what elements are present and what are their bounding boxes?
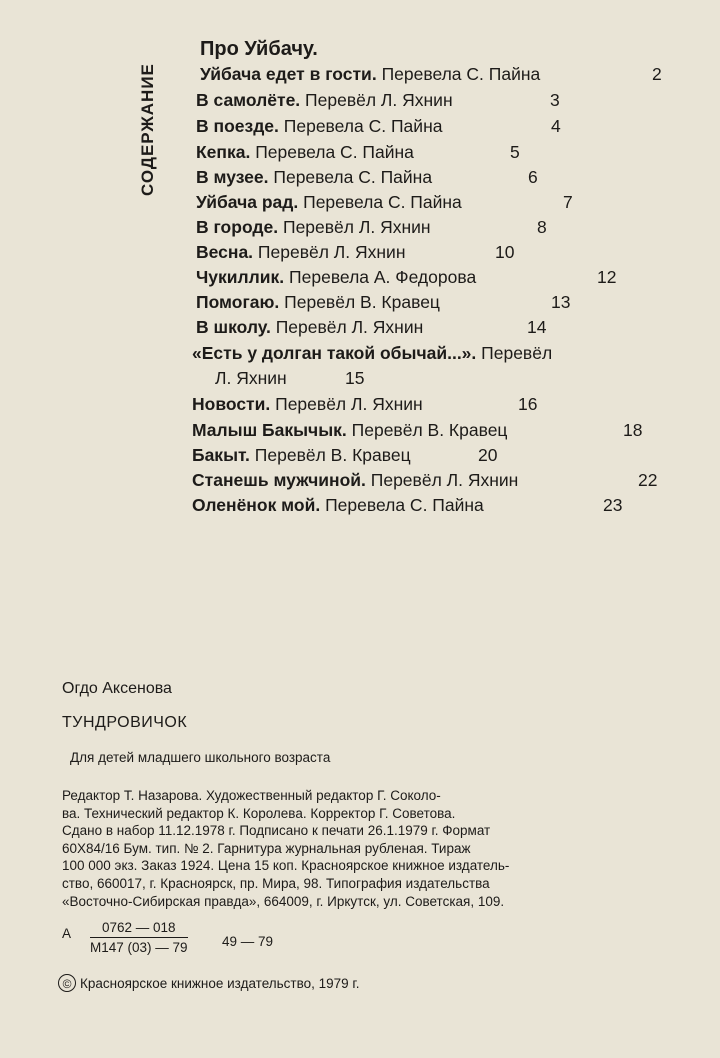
toc-entry-title: Уйбача рад. — [196, 192, 299, 212]
toc-entry-translator: Перевёл Л. Яхнин — [275, 317, 424, 337]
toc-entry-title: Оленёнок мой. — [192, 495, 321, 515]
credit-line: Сдано в набор 11.12.1978 г. Подписано к печати 26.1.1979 г. Формат — [62, 823, 491, 839]
toc-entry-title: Новости. — [192, 394, 271, 414]
toc-entry — [192, 343, 552, 363]
toc-entry — [196, 217, 431, 237]
toc-entry-translator: Перевела А. Федорова — [289, 267, 477, 287]
catalog-code-suffix: 49 — 79 — [222, 934, 274, 949]
toc-page-number: 13 — [551, 292, 571, 312]
toc-page-number: 15 — [345, 368, 365, 388]
toc-entry — [196, 142, 414, 162]
toc-entry — [192, 495, 484, 515]
toc-entry-translator: Перевёл Л. Яхнин — [275, 394, 423, 414]
credit-line: 100 000 экз. Заказ 1924. Цена 15 коп. Красноярское книжное издатель- — [62, 858, 510, 874]
toc-entry-translator: Перевёл В. Кравец — [254, 445, 411, 465]
toc-page-number: 3 — [550, 90, 560, 110]
toc-entry-title: «Есть у долган такой обычай...». — [192, 343, 477, 363]
toc-heading: Про Уйбачу. — [200, 38, 318, 60]
toc-entry-title: В поезде. — [196, 116, 279, 136]
copyright-icon: © — [58, 974, 76, 992]
catalog-code-denominator: М147 (03) — 79 — [90, 937, 188, 955]
toc-entry-translator: Перевела С. Пайна — [273, 167, 433, 187]
toc-page-number: 5 — [510, 142, 520, 162]
book-title: ТУНДРОВИЧОК — [62, 714, 188, 731]
section-title-vertical: СОДЕРЖАНИЕ — [138, 63, 157, 196]
toc-page-number: 2 — [652, 64, 662, 84]
toc-page-number: 20 — [478, 445, 498, 465]
toc-entry — [196, 90, 453, 110]
toc-entry — [192, 445, 411, 465]
toc-entry-translator: Перевела С. Пайна — [303, 192, 462, 212]
credit-line: «Восточно-Сибирская правда», 664009, г. Иркутск, ул. Советская, 109. — [62, 893, 505, 909]
toc-page-number: 14 — [527, 317, 547, 337]
toc-entry-translator: Перевела С. Пайна — [325, 495, 484, 515]
toc-entry-title: Чукиллик. — [196, 267, 285, 287]
toc-entry-translator: Перевёл В. Кравец — [284, 292, 440, 312]
toc-entry — [200, 64, 540, 84]
toc-entry-translator: Перевела С. Пайна — [255, 142, 414, 162]
toc-entry — [196, 192, 462, 212]
catalog-code-letter: А — [62, 926, 72, 941]
toc-entry — [196, 116, 442, 136]
toc-entry — [196, 292, 440, 312]
toc-entry — [192, 420, 507, 440]
credit-line: 60X84/16 Бум. тип. № 2. Гарнитура журнальная рубленая. Тираж — [62, 840, 471, 856]
toc-entry-title: Уйбача едет в гости. — [200, 64, 377, 84]
toc-entry-translator: Перевёл Л. Яхнин — [370, 470, 519, 490]
toc-page-number: 4 — [551, 116, 561, 136]
toc-entry-title: В школу. — [196, 317, 271, 337]
copyright-line — [58, 974, 359, 992]
toc-entry-translator: Перевёл — [481, 343, 553, 363]
catalog-code-numerator: 0762 — 018 — [101, 920, 176, 935]
credit-line: ство, 660017, г. Красноярск, пр. Мира, 98. Типография издательства — [62, 875, 490, 891]
toc-entry-translator: Перевела С. Пайна — [381, 64, 541, 84]
credit-line: ва. Технический редактор К. Королева. Корректор Г. Советова. — [62, 805, 456, 821]
toc-entry-title: В самолёте. — [196, 90, 301, 110]
toc-entry — [196, 242, 406, 262]
copyright-text: Красноярское книжное издательство, 1979 г. — [80, 975, 360, 991]
credit-line: Редактор Т. Назарова. Художественный редактор Г. Соколо- — [62, 788, 441, 803]
toc-entry-translator: Перевёл Л. Яхнин — [305, 90, 453, 110]
toc-entry-title: Станешь мужчиной. — [192, 470, 366, 490]
toc-entry-title: В городе. — [196, 217, 279, 237]
toc-page-number: 18 — [623, 420, 643, 440]
toc-entry — [196, 167, 432, 187]
toc-entry — [192, 470, 518, 490]
publication-credits — [62, 787, 682, 910]
toc-entry — [196, 317, 423, 337]
toc-page-number: 22 — [638, 470, 658, 490]
toc-page-number: 6 — [528, 167, 538, 187]
toc-page-number: 16 — [518, 394, 538, 414]
toc-page-number: 8 — [537, 217, 547, 237]
toc-page-number: 7 — [563, 192, 573, 212]
toc-entry-translator: Перевёл Л. Яхнин — [257, 242, 406, 262]
toc-entry-title: Помогаю. — [196, 292, 280, 312]
catalog-code-fraction — [90, 920, 188, 955]
toc-page-number: 10 — [495, 242, 515, 262]
toc-entry-title: Малыш Бакычык. — [192, 420, 347, 440]
toc-entry — [192, 394, 423, 414]
toc-entry-title: Весна. — [196, 242, 254, 262]
toc-entry-continuation: Л. Яхнин — [215, 368, 287, 388]
toc-page-number: 12 — [597, 267, 617, 287]
toc-entry-translator: Перевела С. Пайна — [283, 116, 443, 136]
toc-entry — [196, 267, 476, 287]
author-name: Огдо Аксенова — [62, 680, 172, 697]
toc-entry-title: Бакыт. — [192, 445, 250, 465]
toc-entry-translator: Перевёл Л. Яхнин — [282, 217, 431, 237]
toc-page-number: 23 — [603, 495, 623, 515]
toc-entry-translator: Перевёл В. Кравец — [351, 420, 508, 440]
toc-entry-title: Кепка. — [196, 142, 251, 162]
audience-note: Для детей младшего школьного возраста — [70, 750, 331, 765]
toc-entry-title: В музее. — [196, 167, 269, 187]
